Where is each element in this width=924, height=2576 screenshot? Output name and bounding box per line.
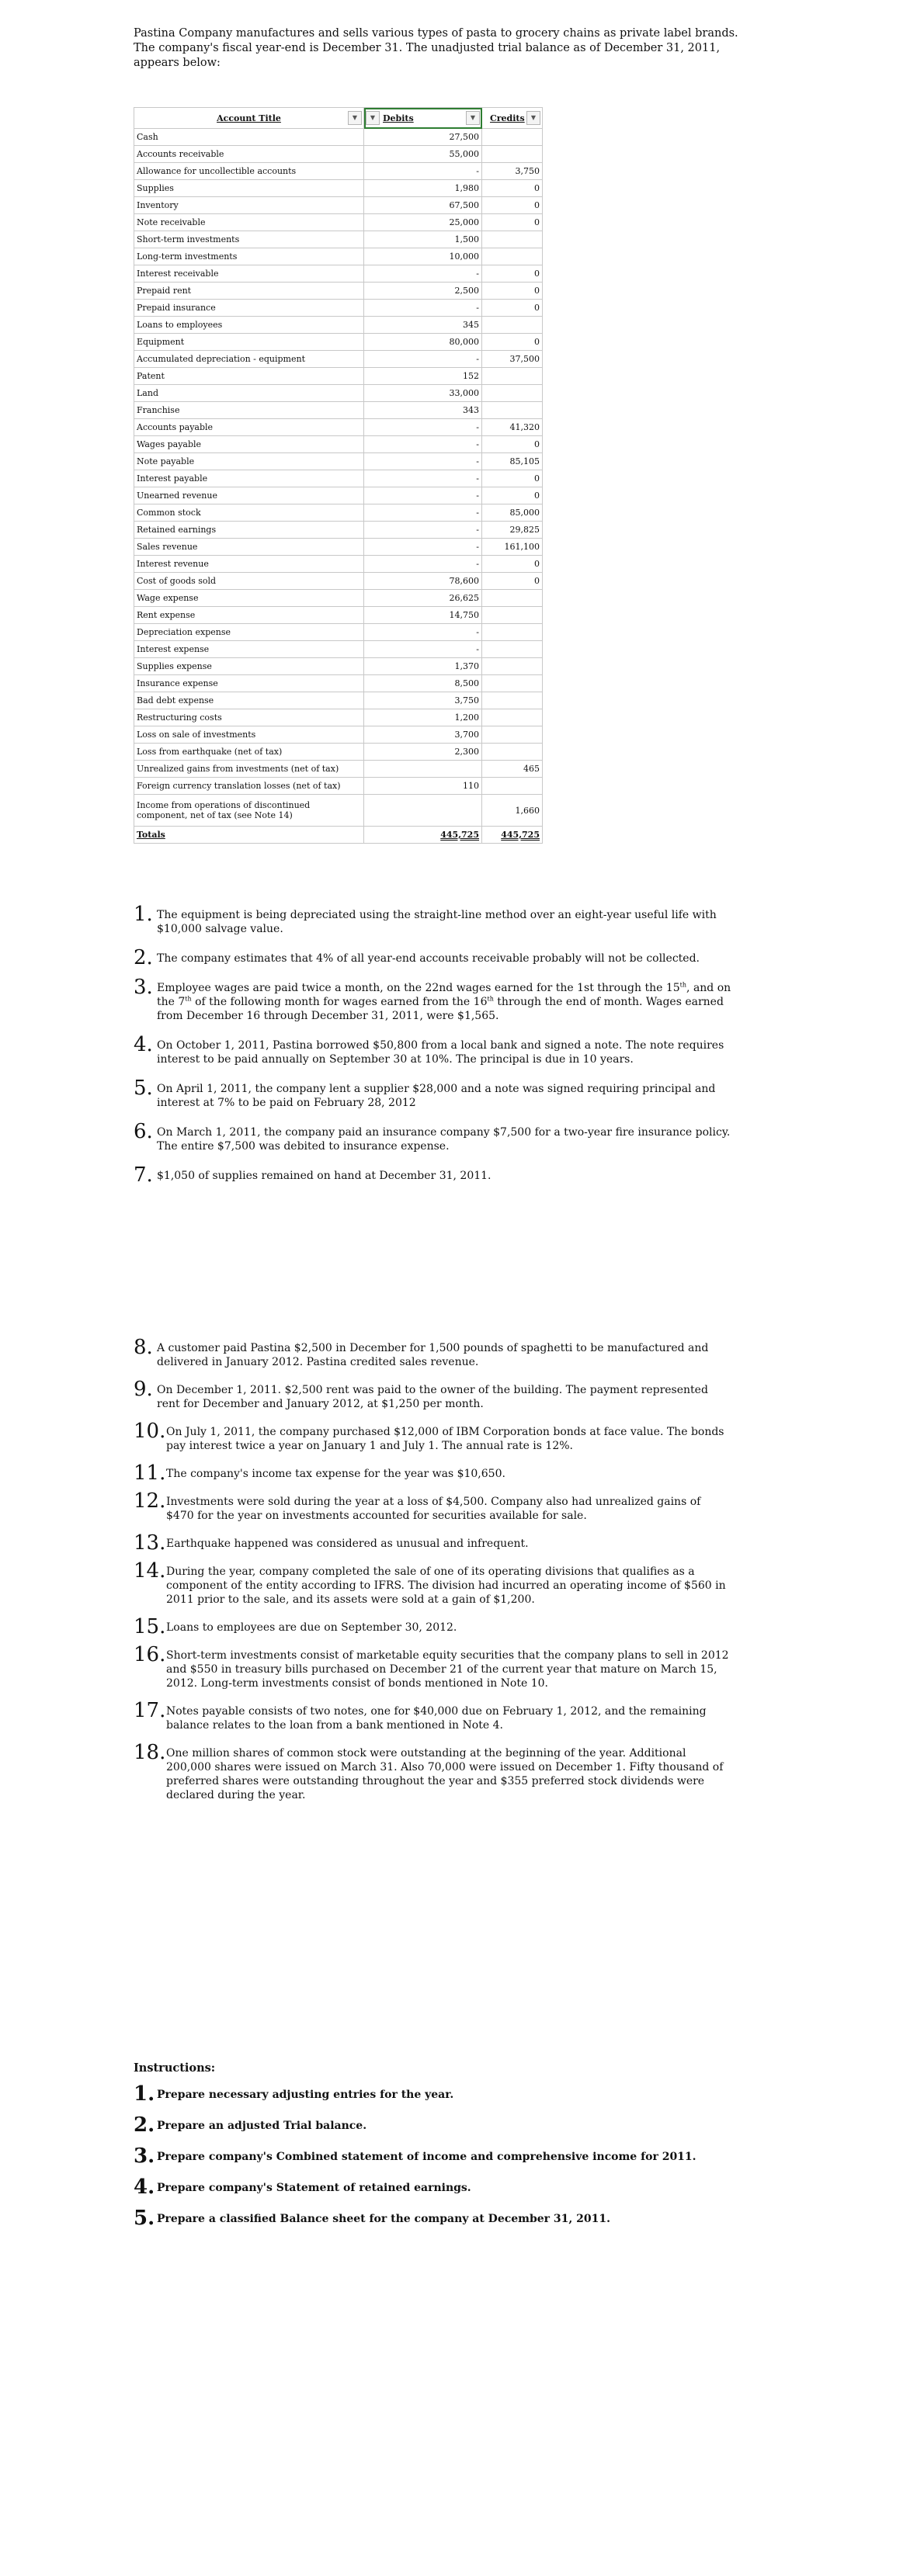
list-item [134, 1077, 731, 1110]
debit-cell[interactable]: 152 [364, 368, 482, 385]
credit-cell[interactable] [482, 590, 543, 607]
item-text: Earthquake happened was considered as unusual and infrequent. [166, 1538, 529, 1550]
item-text: , and on the 7 [157, 982, 731, 1008]
credit-cell[interactable]: 0 [482, 487, 543, 504]
debit-cell[interactable]: 78,600 [364, 573, 482, 590]
ordinal-suffix: th [487, 995, 494, 1003]
debit-cell[interactable]: 1,500 [364, 231, 482, 248]
credit-cell[interactable]: 0 [482, 573, 543, 590]
debit-cell[interactable]: 2,500 [364, 283, 482, 300]
account-title-cell[interactable]: Interest revenue [134, 556, 364, 573]
item-text: During the year, company completed the sale of one of its operating divisions that qualifies as a component of the entity according to IFRS. The division had incurred an operating income of $560 in 2011 prior to the sale, and its assets were sold at a gain of $1,200. [166, 1565, 726, 1606]
table-row [134, 368, 543, 385]
list-item [134, 2113, 731, 2137]
item-text: Short-term investments consist of marketable equity securities that the company plans to sell in 2012 and $550 in treasury bills purchased on December 21 of the current year that mature on March 15, 2012. Long-term investments consist of bonds mentioned in Note 10. [166, 1649, 729, 1690]
table-row [134, 658, 543, 675]
totals-label: Totals [134, 827, 364, 844]
debit-cell[interactable]: - [364, 163, 482, 180]
table-row [134, 641, 543, 658]
debit-cell[interactable]: 1,200 [364, 709, 482, 726]
item-text: through the end of month. Wages earned from December 16 through December 31, 2011, were $1,565. [157, 996, 724, 1022]
debit-cell[interactable]: - [364, 436, 482, 453]
credit-cell[interactable]: 161,100 [482, 539, 543, 556]
filter-dropdown-icon[interactable]: ▼ [366, 111, 380, 125]
debit-cell[interactable]: - [364, 556, 482, 573]
debit-cell[interactable]: - [364, 300, 482, 317]
debit-cell[interactable]: 110 [364, 778, 482, 795]
debit-cell[interactable]: - [364, 624, 482, 641]
list-item [134, 1559, 731, 1607]
list-item [134, 1120, 731, 1153]
filter-dropdown-icon[interactable]: ▼ [348, 111, 362, 125]
list-item [134, 1420, 731, 1453]
table-row [134, 607, 543, 624]
account-title-cell[interactable]: Interest payable [134, 470, 364, 487]
credit-cell[interactable] [482, 248, 543, 265]
table-row [134, 419, 543, 436]
debit-cell[interactable]: 343 [364, 402, 482, 419]
account-title-cell[interactable]: Accounts receivable [134, 146, 364, 163]
table-row [134, 487, 543, 504]
item-text: Prepare necessary adjusting entries for the year. [157, 2089, 454, 2101]
credit-cell[interactable] [482, 607, 543, 624]
account-title-cell[interactable]: Depreciation expense [134, 624, 364, 641]
credit-cell[interactable]: 41,320 [482, 419, 543, 436]
account-title-cell[interactable]: Rent expense [134, 607, 364, 624]
table-row [134, 231, 543, 248]
credit-cell[interactable] [482, 317, 543, 334]
account-title-cell[interactable]: Wages payable [134, 436, 364, 453]
item-text: Loans to employees are due on September 30, 2012. [166, 1621, 457, 1634]
debit-cell[interactable]: 67,500 [364, 197, 482, 214]
item-number: 8. [134, 1336, 153, 1359]
debit-cell[interactable]: 8,500 [364, 675, 482, 692]
instructions-title: Instructions: [134, 2061, 216, 2075]
table-row [134, 675, 543, 692]
account-title-cell[interactable]: Restructuring costs [134, 709, 364, 726]
account-title-cell[interactable]: Supplies [134, 180, 364, 197]
account-title-cell[interactable]: Cost of goods sold [134, 573, 364, 590]
account-title-cell[interactable]: Unearned revenue [134, 487, 364, 504]
table-row [134, 283, 543, 300]
account-title-cell[interactable]: Bad debt expense [134, 692, 364, 709]
credit-cell[interactable]: 0 [482, 436, 543, 453]
credit-cell[interactable] [482, 231, 543, 248]
instructions-list [134, 2082, 731, 2230]
item-text: $1,050 of supplies remained on hand at December 31, 2011. [157, 1170, 492, 1182]
credit-cell[interactable]: 0 [482, 214, 543, 231]
debit-cell[interactable]: - [364, 539, 482, 556]
item-number: 12. [134, 1489, 166, 1513]
item-number: 16. [134, 1643, 166, 1666]
credit-cell[interactable]: 85,000 [482, 504, 543, 522]
table-row [134, 351, 543, 368]
item-text: On October 1, 2011, Pastina borrowed $50,800 from a local bank and signed a note. The note requires interest to be paid annually on September 30 at 10%. The principal is due in 10 years. [157, 1039, 724, 1066]
credit-cell[interactable]: 0 [482, 470, 543, 487]
table-row [134, 573, 543, 590]
table-row [134, 180, 543, 197]
item-number: 15. [134, 1615, 166, 1638]
debit-cell[interactable]: 55,000 [364, 146, 482, 163]
credit-cell[interactable] [482, 778, 543, 795]
credit-cell[interactable]: 1,660 [482, 795, 543, 827]
item-number: 2. [134, 946, 153, 969]
account-title-cell[interactable]: Accounts payable [134, 419, 364, 436]
debit-cell[interactable]: 25,000 [364, 214, 482, 231]
list-item [134, 2176, 731, 2199]
account-title-cell[interactable]: Retained earnings [134, 522, 364, 539]
list-item [134, 1643, 731, 1690]
table-row [134, 539, 543, 556]
item-text: Notes payable consists of two notes, one for $40,000 due on February 1, 2012, and the remaining balance relates to the loan from a bank mentioned in Note 4. [166, 1705, 707, 1732]
notes-list-part-1 [134, 903, 731, 1187]
item-number: 17. [134, 1699, 166, 1722]
debit-cell[interactable]: 27,500 [364, 129, 482, 146]
item-text: On December 1, 2011. $2,500 rent was paid to the owner of the building. The payment represented rent for December and January 2012, at $1,250 per month. [157, 1384, 708, 1410]
item-number: 6. [134, 1120, 153, 1143]
list-item [134, 2082, 731, 2106]
account-title-cell[interactable]: Interest expense [134, 641, 364, 658]
account-title-cell[interactable]: Franchise [134, 402, 364, 419]
item-text: On April 1, 2011, the company lent a supplier $28,000 and a note was signed requiring principal and interest at 7% to be paid on February 28, 2012 [157, 1083, 716, 1109]
item-number: 2. [134, 2113, 155, 2137]
credit-cell[interactable] [482, 402, 543, 419]
credit-cell[interactable] [482, 726, 543, 744]
item-number: 4. [134, 1033, 153, 1056]
item-number: 5. [134, 1077, 153, 1100]
account-title-cell[interactable]: Unrealized gains from investments (net of tax) [134, 761, 364, 778]
debit-cell[interactable]: 2,300 [364, 744, 482, 761]
total-debits: 445,725 [364, 827, 482, 844]
table-row [134, 163, 543, 180]
table-row [134, 726, 543, 744]
account-title-cell[interactable]: Patent [134, 368, 364, 385]
credit-cell[interactable]: 0 [482, 556, 543, 573]
totals-row [134, 827, 543, 844]
table-row [134, 214, 543, 231]
debit-cell[interactable]: - [364, 351, 482, 368]
item-number: 5. [134, 2207, 155, 2230]
table-row [134, 248, 543, 265]
debit-cell[interactable]: - [364, 522, 482, 539]
account-title-cell[interactable]: Cash [134, 129, 364, 146]
table-row [134, 744, 543, 761]
account-title-cell[interactable]: Insurance expense [134, 675, 364, 692]
debit-cell[interactable]: - [364, 641, 482, 658]
table-row [134, 624, 543, 641]
trial-balance-table [134, 107, 543, 844]
item-text: One million shares of common stock were outstanding at the beginning of the year. Additional 200,000 shares were issued on March 31. Also 70,000 were issued on December 1. Fifty thousand of preferred shares were outstanding throughout the year and $355 preferred stock dividends were declared during the year. [166, 1747, 724, 1801]
table-row [134, 556, 543, 573]
table-row [134, 146, 543, 163]
credit-cell[interactable] [482, 624, 543, 641]
item-number: 3. [134, 2144, 155, 2168]
header-debits: ▼ Debits ▼ [364, 108, 482, 129]
list-item [134, 2144, 731, 2168]
credit-cell[interactable] [482, 129, 543, 146]
credit-cell[interactable]: 0 [482, 197, 543, 214]
debit-cell[interactable]: - [364, 504, 482, 522]
item-number: 3. [134, 976, 153, 999]
list-item [134, 976, 731, 1023]
header-credits: Credits ▼ [482, 108, 543, 129]
notes-list-part-2 [134, 1336, 731, 1802]
list-item [134, 1163, 731, 1187]
list-item [134, 1531, 731, 1555]
credit-cell[interactable] [482, 368, 543, 385]
credit-cell[interactable] [482, 675, 543, 692]
debit-cell[interactable]: - [364, 419, 482, 436]
account-title-cell[interactable]: Wage expense [134, 590, 364, 607]
table-row [134, 385, 543, 402]
debit-cell[interactable]: 33,000 [364, 385, 482, 402]
account-title-cell[interactable]: Short-term investments [134, 231, 364, 248]
table-row [134, 522, 543, 539]
debit-cell[interactable]: 1,370 [364, 658, 482, 675]
list-item [134, 1489, 731, 1523]
item-text: Prepare company's Statement of retained earnings. [157, 2182, 471, 2194]
ordinal-suffix: th [185, 995, 192, 1003]
item-text: The equipment is being depreciated using the straight-line method over an eight-year useful life with $10,000 salvage value. [157, 909, 717, 935]
item-text: A customer paid Pastina $2,500 in December for 1,500 pounds of spaghetti to be manufactured and delivered in January 2012. Pastina credited sales revenue. [157, 1342, 709, 1368]
account-title-cell[interactable]: Prepaid insurance [134, 300, 364, 317]
account-title-cell[interactable]: Sales revenue [134, 539, 364, 556]
header-account-title: Account Title ▼ [134, 108, 364, 129]
account-title-cell[interactable]: Equipment [134, 334, 364, 351]
credit-cell[interactable] [482, 692, 543, 709]
item-text: On March 1, 2011, the company paid an insurance company $7,500 for a two-year fire insurance policy. The entire $7,500 was debited to insurance expense. [157, 1126, 731, 1153]
list-item [134, 1461, 731, 1485]
table-row [134, 453, 543, 470]
account-title-cell[interactable]: Allowance for uncollectible accounts [134, 163, 364, 180]
credit-cell[interactable]: 85,105 [482, 453, 543, 470]
table-row [134, 590, 543, 607]
item-text: Employee wages are paid twice a month, on the 22nd wages earned for the 1st through the 15 [157, 982, 680, 994]
account-title-cell[interactable]: Common stock [134, 504, 364, 522]
table-row [134, 129, 543, 146]
credit-cell[interactable] [482, 658, 543, 675]
item-text: The company's income tax expense for the year was $10,650. [166, 1468, 505, 1480]
table-row [134, 709, 543, 726]
list-item [134, 1615, 731, 1638]
item-number: 7. [134, 1163, 153, 1187]
list-item [134, 946, 731, 969]
list-item [134, 1741, 731, 1802]
credit-cell[interactable]: 0 [482, 300, 543, 317]
credit-cell[interactable] [482, 385, 543, 402]
debit-cell[interactable]: 3,750 [364, 692, 482, 709]
debit-cell[interactable] [364, 761, 482, 778]
debit-cell[interactable]: 3,700 [364, 726, 482, 744]
account-title-cell[interactable]: Loss on sale of investments [134, 726, 364, 744]
item-number: 1. [134, 2082, 155, 2106]
debit-cell[interactable]: 345 [364, 317, 482, 334]
table-row [134, 692, 543, 709]
credit-cell[interactable]: 29,825 [482, 522, 543, 539]
table-row [134, 265, 543, 283]
credit-cell[interactable] [482, 641, 543, 658]
account-title-cell[interactable]: Inventory [134, 197, 364, 214]
item-text: The company estimates that 4% of all year-end accounts receivable probably will not be collected. [157, 952, 700, 965]
account-title-cell[interactable]: Loss from earthquake (net of tax) [134, 744, 364, 761]
table-row [134, 402, 543, 419]
total-credits: 445,725 [482, 827, 543, 844]
account-title-cell[interactable]: Land [134, 385, 364, 402]
table-row [134, 197, 543, 214]
debit-cell[interactable]: 1,980 [364, 180, 482, 197]
list-item [134, 1699, 731, 1732]
debit-cell[interactable]: 14,750 [364, 607, 482, 624]
item-text: of the following month for wages earned from the 16 [191, 996, 488, 1008]
credit-cell[interactable]: 465 [482, 761, 543, 778]
item-number: 1. [134, 903, 153, 926]
item-text: Prepare a classified Balance sheet for the company at December 31, 2011. [157, 2213, 610, 2225]
account-title-cell[interactable]: Note payable [134, 453, 364, 470]
table-row [134, 334, 543, 351]
item-number: 4. [134, 2176, 155, 2199]
account-title-cell[interactable]: Supplies expense [134, 658, 364, 675]
table-row [134, 470, 543, 487]
credit-cell[interactable]: 0 [482, 180, 543, 197]
debit-cell[interactable]: - [364, 487, 482, 504]
account-title-cell[interactable]: Prepaid rent [134, 283, 364, 300]
filter-dropdown-icon[interactable]: ▼ [526, 111, 540, 125]
item-text: Prepare an adjusted Trial balance. [157, 2120, 367, 2132]
list-item [134, 2207, 731, 2230]
intro-paragraph: Pastina Company manufactures and sells various types of pasta to grocery chains as private label brands. The company's fiscal year-end is December 31. The unadjusted trial balance as of December 31, 2011, appears below: [134, 27, 738, 69]
account-title-cell[interactable]: Income from operations of discontinued component, net of tax (see Note 14) [134, 795, 364, 827]
table-row [134, 300, 543, 317]
account-title-cell[interactable]: Loans to employees [134, 317, 364, 334]
credit-cell[interactable]: 0 [482, 283, 543, 300]
ordinal-suffix: th [679, 981, 687, 989]
table-header-row [134, 108, 543, 129]
debit-cell[interactable]: 10,000 [364, 248, 482, 265]
table-row [134, 778, 543, 795]
table-row [134, 436, 543, 453]
item-number: 11. [134, 1461, 166, 1485]
item-text: On July 1, 2011, the company purchased $12,000 of IBM Corporation bonds at face value. The bonds pay interest twice a year on January 1 and July 1. The annual rate is 12%. [166, 1426, 724, 1452]
item-number: 13. [134, 1531, 166, 1555]
table-row [134, 795, 543, 827]
list-item [134, 1378, 731, 1411]
table-row [134, 504, 543, 522]
item-number: 10. [134, 1420, 166, 1443]
item-number: 9. [134, 1378, 153, 1401]
item-number: 14. [134, 1559, 166, 1583]
item-text: Prepare company's Combined statement of income and comprehensive income for 2011. [157, 2151, 696, 2163]
list-item [134, 1033, 731, 1066]
debit-cell[interactable]: - [364, 470, 482, 487]
table-row [134, 317, 543, 334]
debit-cell[interactable]: 80,000 [364, 334, 482, 351]
account-title-cell[interactable]: Accumulated depreciation - equipment [134, 351, 364, 368]
table-row [134, 761, 543, 778]
item-number: 18. [134, 1741, 166, 1764]
account-title-cell[interactable]: Foreign currency translation losses (net of tax) [134, 778, 364, 795]
account-title-cell[interactable]: Interest receivable [134, 265, 364, 283]
list-item [134, 903, 731, 936]
credit-cell[interactable]: 3,750 [482, 163, 543, 180]
item-text: Investments were sold during the year at a loss of $4,500. Company also had unrealized gains of $470 for the year on investments accounted for securities available for sale. [166, 1496, 701, 1522]
credit-cell[interactable] [482, 146, 543, 163]
debit-cell[interactable]: - [364, 453, 482, 470]
debit-cell[interactable]: - [364, 265, 482, 283]
credit-cell[interactable]: 0 [482, 334, 543, 351]
list-item [134, 1336, 731, 1369]
filter-dropdown-icon[interactable]: ▼ [466, 111, 480, 125]
debit-cell[interactable] [364, 795, 482, 827]
account-title-cell[interactable]: Long-term investments [134, 248, 364, 265]
account-title-cell[interactable]: Note receivable [134, 214, 364, 231]
credit-cell[interactable] [482, 744, 543, 761]
credit-cell[interactable]: 0 [482, 265, 543, 283]
credit-cell[interactable] [482, 709, 543, 726]
debit-cell[interactable]: 26,625 [364, 590, 482, 607]
credit-cell[interactable]: 37,500 [482, 351, 543, 368]
